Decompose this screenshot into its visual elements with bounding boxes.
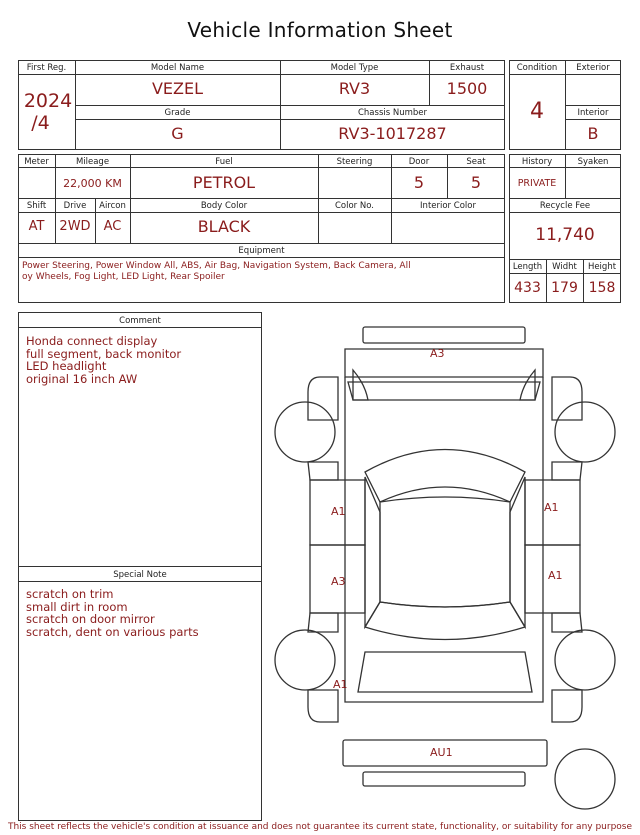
body-outline [345, 377, 543, 702]
damage-mark-left-front-door: A1 [331, 505, 346, 518]
model-name-value: VEZEL [151, 79, 204, 98]
damage-mark-hood: A3 [430, 347, 445, 360]
right-headlight [520, 370, 535, 400]
left-front-fender-outer [308, 377, 338, 420]
equipment-list [22, 261, 432, 283]
damage-mark-left-rear-fender: A1 [333, 678, 348, 691]
right-front-fender-outer [552, 377, 582, 420]
rear-lower-bumper [363, 772, 525, 786]
spare-tire [555, 749, 615, 809]
damage-mark-right-rear-door: A1 [548, 569, 563, 582]
comment-list [26, 335, 181, 385]
damage-mark-rear-bumper: AU1 [430, 746, 453, 759]
recycle-fee-value: 11,740 [535, 225, 595, 245]
chassis-number-value: RV3-1017287 [338, 124, 447, 143]
width-value: 179 [551, 280, 578, 296]
interior-value: B [587, 124, 599, 143]
fuel-label: Fuel [215, 157, 233, 167]
windshield [365, 450, 525, 503]
rear-window [365, 602, 525, 640]
left-rear-corner [308, 690, 338, 722]
model-name-label: Model Name [150, 63, 205, 73]
fuel-value: PETROL [192, 173, 256, 192]
right-rear-corner [552, 690, 582, 722]
door-value: 5 [413, 173, 425, 192]
first-reg-label: First Reg. [26, 63, 67, 73]
damage-mark-left-rear-door: A3 [331, 575, 346, 588]
body-color-value: BLACK [197, 217, 251, 236]
exhaust-value: 1500 [446, 79, 488, 98]
drive-label: Drive [63, 201, 87, 211]
first-reg-month: /4 [31, 112, 50, 134]
left-front-fender [308, 462, 338, 480]
special-note-line: scratch, dent on various parts [26, 624, 199, 639]
damage-mark-right-front-door: A1 [544, 501, 559, 514]
shift-value: AT [28, 219, 45, 234]
exterior-label: Exterior [576, 63, 610, 73]
seat-value: 5 [470, 173, 482, 192]
right-rear-fender [552, 613, 582, 632]
hood [348, 382, 540, 400]
condition-label: Condition [516, 63, 558, 73]
length-label: Length [512, 262, 543, 272]
special-note-line: scratch on trim [26, 587, 114, 601]
left-rear-wheel [275, 630, 335, 690]
special-note-line: scratch on door mirror [26, 612, 155, 626]
right-rear-wheel [555, 630, 615, 690]
mileage-value: 22,000 KM [63, 177, 122, 190]
equipment-line-2: oy Wheels, Fog Light, LED Light, Rear Spoiler [22, 272, 225, 282]
mileage-label: Mileage [75, 157, 110, 167]
footer-disclaimer: This sheet reflects the vehicle's condition at issuance and does not guarantee its current state, functionality, or suitability for any purpose [7, 822, 633, 832]
exhaust-label: Exhaust [449, 63, 485, 73]
recycle-fee-label: Recycle Fee [539, 201, 591, 211]
front-bumper [363, 327, 525, 343]
roof [380, 497, 510, 607]
model-type-label: Model Type [330, 63, 379, 73]
left-rear-fender [308, 613, 338, 632]
comment-line: full segment, back monitor [26, 346, 182, 361]
color-no-label: Color No. [334, 201, 374, 211]
history-label: History [521, 157, 553, 167]
condition-value: 4 [530, 99, 544, 124]
left-front-wheel [275, 402, 335, 462]
aircon-label: Aircon [99, 201, 126, 211]
grade-label: Grade [164, 108, 191, 118]
equipment-label: Equipment [238, 246, 285, 256]
page-title: Vehicle Information Sheet [187, 18, 453, 42]
left-headlight [353, 370, 368, 400]
height-label: Height [587, 262, 617, 272]
right-front-fender [552, 462, 582, 480]
special-note-line: small dirt in room [26, 599, 128, 614]
special-note-list [26, 588, 199, 638]
body-color-label: Body Color [200, 201, 248, 211]
shift-label: Shift [26, 201, 47, 211]
special-note-label: Special Note [113, 570, 167, 580]
model-type-value: RV3 [338, 79, 371, 98]
steering-label: Steering [336, 157, 373, 167]
trunk [358, 652, 532, 692]
history-value: PRIVATE [517, 178, 557, 189]
aircon-value: AC [103, 219, 122, 234]
comment-label: Comment [119, 316, 161, 326]
car-damage-diagram [270, 322, 620, 817]
comment-line: Honda connect display [26, 334, 158, 348]
drive-value: 2WD [59, 219, 91, 234]
grade-value: G [171, 124, 184, 143]
width-label: Widht [552, 262, 577, 272]
right-front-wheel [555, 402, 615, 462]
door-label: Door [408, 157, 430, 167]
meter-label: Meter [24, 157, 49, 167]
seat-label: Seat [466, 157, 486, 167]
comment-line: LED headlight [26, 359, 107, 373]
equipment-line-1: Power Steering, Power Window All, ABS, Air Bag, Navigation System, Back Camera, All [22, 261, 411, 271]
interior-label: Interior [577, 108, 609, 118]
chassis-number-label: Chassis Number [357, 108, 428, 118]
length-value: 433 [514, 280, 541, 296]
first-reg-year: 2024 [23, 90, 73, 112]
syaken-label: Syaken [577, 157, 609, 167]
interior-color-label: Interior Color [420, 201, 476, 211]
comment-line: original 16 inch AW [26, 371, 138, 386]
height-value: 158 [588, 280, 616, 296]
